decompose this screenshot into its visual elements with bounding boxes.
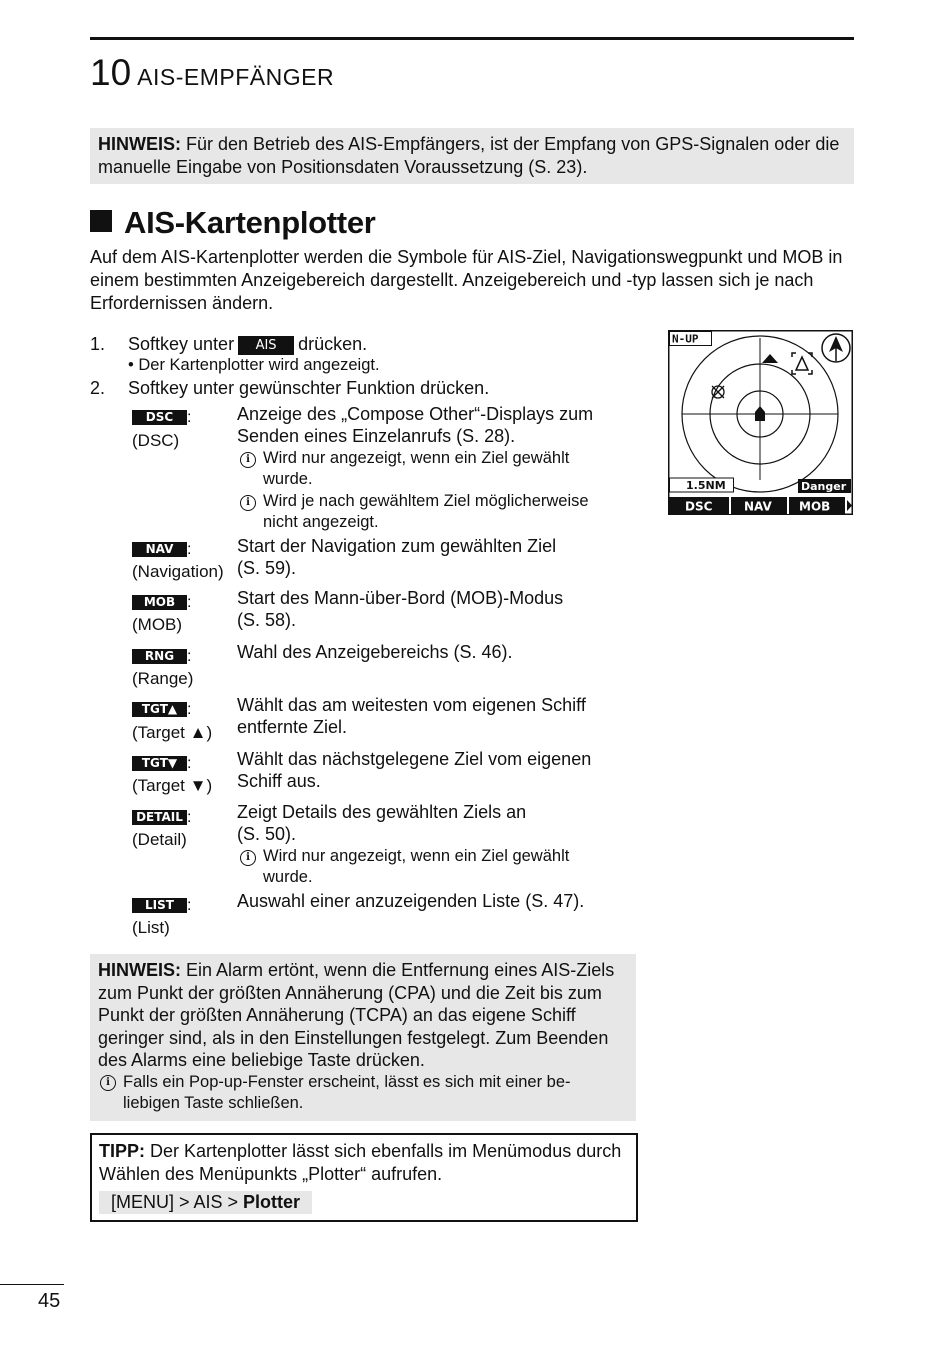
softkey-note: wurde.: [263, 868, 313, 886]
tip-box: [90, 1133, 638, 1222]
softkey-detail: DETAIL :: [132, 805, 191, 829]
footer-rule: [0, 1284, 64, 1285]
lcd-range: 1.5NM: [686, 479, 726, 492]
softkey-desc: Start der Navigation zum gewählten Ziel: [237, 536, 557, 556]
softkey-desc: Auswahl einer anzuzeigenden Liste (S. 47).: [237, 891, 585, 911]
softkey-target-up: TGT▲ :: [132, 697, 191, 721]
softkey-list: LIST :: [132, 893, 191, 917]
info-icon: i: [240, 491, 256, 512]
note-label: HINWEIS:: [98, 960, 181, 980]
note-text: Ein Alarm ertönt, wenn die Entfernung eines AIS-Ziels zum Punkt der größten Annäherung (CPA) und die Zeit bis zum Punkt der größten Annäherung (TCPA) an das eigene Schiff geringer sind, als in den Einstellungen festgelegt. Zum Beenden des Alarms eine beliebige Taste drücken.: [98, 960, 615, 1070]
tip-text: Der Kartenplotter lässt sich ebenfalls im Menümodus durch Wählen des Menüpunkts „Plotter“ aufrufen.: [99, 1141, 622, 1184]
softkey-name: (DSC): [132, 431, 180, 450]
plotter-display-illustration: [668, 330, 853, 515]
step-1-text: [128, 333, 367, 355]
section-title-text: AIS-Kartenplotter: [124, 205, 376, 240]
section-square-icon: [90, 210, 112, 232]
list-key: LIST: [132, 898, 187, 913]
page-number: 45: [38, 1290, 61, 1312]
softkey-rng: RNG :: [132, 644, 191, 668]
softkey-desc: Start des Mann-über-Bord (MOB)-Modus: [237, 588, 564, 608]
nav-key: NAV: [132, 542, 187, 557]
step-1-post: drücken.: [298, 334, 368, 354]
note-box-alarm: [90, 954, 636, 1121]
chapter-heading: [90, 52, 334, 94]
softkey-name: (Navigation): [132, 562, 224, 581]
ais-key: AIS: [238, 336, 294, 355]
softkey-target-down: TGT▼ :: [132, 751, 191, 775]
step-2-text: Softkey unter gewünschter Funktion drücken.: [128, 378, 490, 398]
menu-path-prefix: [MENU] > AIS >: [111, 1192, 244, 1212]
softkey-note: nicht angezeigt.: [263, 513, 379, 531]
info-icon: i: [240, 448, 256, 469]
info-icon: i: [100, 1075, 116, 1091]
lcd-status: Danger: [801, 480, 847, 493]
step-number: 2.: [90, 378, 106, 398]
softkey-desc: Wählt das am weitesten vom eigenen Schiff: [237, 695, 586, 715]
section-title: [90, 205, 376, 241]
softkey-desc: (S. 50).: [237, 824, 297, 844]
note-label: HINWEIS:: [98, 134, 181, 154]
softkey-note: wurde.: [263, 470, 313, 488]
softkey-note: Wird nur angezeigt, wenn ein Ziel gewählt: [263, 449, 570, 467]
note-text: Für den Betrieb des AIS-Empfängers, ist der Empfang von GPS-Signalen oder die manuelle Eingabe von Positionsdaten Voraussetzung (S. 23).: [98, 134, 840, 177]
menu-path-item: Plotter: [243, 1192, 301, 1212]
header-rule: [90, 37, 854, 40]
softkey-desc: (S. 58).: [237, 610, 297, 630]
softkey-desc: Wählt das nächstgelegene Ziel vom eigenen: [237, 749, 592, 769]
chapter-title: AIS-EMPFÄNGER: [137, 64, 335, 90]
target-down-key: TGT▼: [132, 756, 187, 771]
softkey-desc: Zeigt Details des gewählten Ziels an: [237, 802, 527, 822]
menu-path: [99, 1191, 312, 1214]
softkey-desc: Senden eines Einzelanrufs (S. 28).: [237, 426, 516, 446]
note-hint-line: liebigen Taste schließen.: [123, 1093, 304, 1112]
note-box-top: [90, 128, 854, 184]
rng-key: RNG: [132, 649, 187, 664]
tip-label: TIPP:: [99, 1141, 146, 1161]
softkey-nav: NAV :: [132, 537, 191, 561]
dsc-key: DSC: [132, 410, 187, 425]
section-intro: Auf dem AIS-Kartenplotter werden die Symbole für AIS-Ziel, Navigationswegpunkt und MOB in einem bestimmten Anzeigebereich dargestellt. Anzeigebereich und -typ lassen sich je nach Erfordernissen ändern.: [90, 247, 843, 313]
step-number: 1.: [90, 334, 106, 354]
softkey-note: Wird nur angezeigt, wenn ein Ziel gewählt: [263, 847, 570, 865]
chapter-number: 10: [90, 52, 132, 93]
step-1-pre: Softkey unter: [128, 334, 235, 354]
lcd-softkey-nav: NAV: [744, 499, 772, 514]
softkey-name: (List): [132, 918, 170, 937]
lcd-mode: N-UP: [672, 332, 699, 346]
softkey-name: (Detail): [132, 830, 187, 849]
softkey-dsc: DSC :: [132, 405, 191, 429]
softkey-desc: (S. 59).: [237, 558, 297, 578]
softkey-name: (Range): [132, 669, 194, 688]
softkey-name: (MOB): [132, 615, 183, 634]
mob-key: MOB: [132, 595, 187, 610]
softkey-desc: Anzeige des „Compose Other“-Displays zum: [237, 404, 594, 424]
softkey-desc: Wahl des Anzeigebereichs (S. 46).: [237, 642, 513, 662]
note-hint: [98, 1072, 628, 1114]
softkey-desc: Schiff aus.: [237, 771, 321, 791]
note-hint-line: Falls ein Pop-up-Fenster erscheint, lässt es sich mit einer be-: [123, 1072, 571, 1091]
softkey-mob: MOB :: [132, 590, 191, 614]
lcd-softkey-dsc: DSC: [685, 499, 713, 514]
info-icon: i: [240, 846, 256, 867]
step-1-sub: • Der Kartenplotter wird angezeigt.: [128, 356, 380, 374]
softkey-name: (Target ▲): [132, 723, 213, 742]
softkey-name: (Target ▼): [132, 776, 213, 795]
softkey-desc: entfernte Ziel.: [237, 717, 348, 737]
detail-key: DETAIL: [132, 810, 187, 825]
lcd-softkey-mob: MOB: [799, 499, 831, 514]
softkey-note: Wird je nach gewähltem Ziel möglicherweise: [263, 492, 589, 510]
target-up-key: TGT▲: [132, 702, 187, 717]
